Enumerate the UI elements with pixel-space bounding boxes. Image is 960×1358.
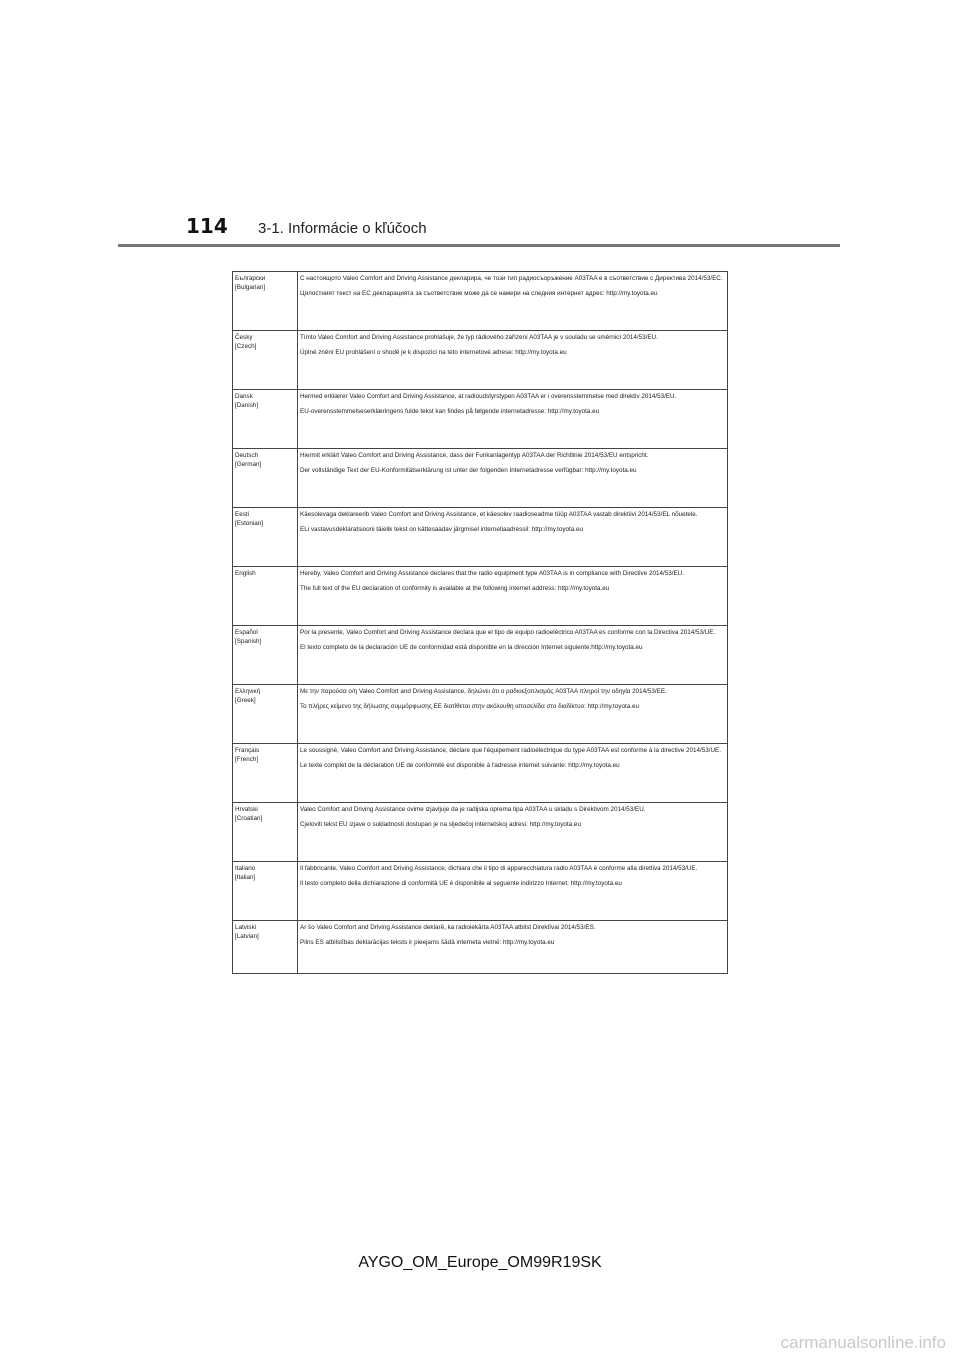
declaration-address-text: Цялостният текст на ЕС декларацията за съответствие може да се намери на следния интернет адрес: http://my.toyota.eu [300,290,658,297]
declaration-address-text: Cjeloviti tekst EU izjave o sukladnosti dostupan je na sljedećoj internetskoj adresi: http://my.toyota.eu [300,821,581,828]
declaration-text: Valeo Comfort and Driving Assistance ovime izjavljuje da je radijska oprema tipa A03TAA u skladu s Direktivom 2014/53/EU. [300,806,646,813]
section-title: 3-1. Informácie o kľúčoch [258,220,427,237]
declaration-text: Por la presente, Valeo Comfort and Driving Assistance declara que el tipo de equipo radioeléctrico A03TAA es conforme con la Directiva 2014/53/UE. [300,629,716,636]
declaration-cell [298,567,728,626]
declaration-text: Με την παρούσα ο/η Valeo Comfort and Driving Assistance, δηλώνει ότι ο ραδιοεξοπλισμός A03TAA πληροί την οδηγία 2014/53/ΕΕ. [300,688,667,695]
declaration-address-text: EU-overensstemmelseserklæringens fulde tekst kan findes på følgende internetadresse: http://my.toyota.eu [300,408,600,415]
declaration-text: Käesolevaga deklareerib Valeo Comfort and Driving Assistance, et käesolev raadioseadme tüüp A03TAA vastab direktiivi 2014/53/EL nõuetele. [300,511,698,518]
declaration-address-text: Úplné znění EU prohlášení o shodě je k dispozici na této internetové adrese: http://my.toyota.eu [300,349,567,356]
declaration-cell [298,744,728,803]
table-row [233,862,728,921]
declaration-cell [298,331,728,390]
declaration-cell [298,508,728,567]
language-cell [233,508,298,567]
language-cell [233,449,298,508]
declaration-text: Hiermit erklärt Valeo Comfort and Driving Assistance, dass der Funkanlagentyp A03TAA der Richtlinie 2014/53/EU entspricht. [300,452,649,459]
language-cell [233,567,298,626]
language-name: Česky [235,334,253,341]
declaration-cell [298,390,728,449]
declaration-text: С настоящото Valeo Comfort and Driving Assistance декларира, че този тип радиосъоръжение A03TAA е в съответствие с Директива 2014/53/ЕС. [300,275,723,282]
declaration-cell [298,921,728,974]
declaration-cell [298,449,728,508]
language-name-english: [Estonian] [235,520,264,527]
language-name-english: [Bulgarian] [235,284,266,291]
language-name-english: [German] [235,461,262,468]
declaration-address-text: El texto completo de la declaración UE de conformidad está disponible en la dirección Internet siguiente:http://my.toyota.eu [300,644,643,651]
language-name: English [235,570,256,577]
declaration-text: Hereby, Valeo Comfort and Driving Assistance declares that the radio equipment type A03TAA is in compliance with Directive 2014/53/EU. [300,570,684,577]
declaration-address-text: Le texte complet de la déclaration UE de conformité est disponible à l'adresse internet suivante: http://my.toyota.eu [300,762,620,769]
declaration-address-text: Il testo completo della dichiarazione di conformità UE è disponibile al seguente indirizzo Internet: http://my.toyota.eu [300,880,622,887]
document-id: AYGO_OM_Europe_OM99R19SK [358,1254,602,1271]
language-name: Italiano [235,865,256,872]
declaration-text: Le soussigné, Valeo Comfort and Driving Assistance, déclare que l'équipement radioélectrique du type A03TAA est conforme à la directive 2014/53/UE. [300,747,722,754]
language-cell [233,390,298,449]
declaration-cell [298,685,728,744]
language-cell [233,272,298,331]
language-cell [233,685,298,744]
language-name-english: [Greek] [235,697,256,704]
language-name: Latviski [235,924,256,931]
language-cell [233,862,298,921]
declaration-cell [298,272,728,331]
declaration-text: Tímto Valeo Comfort and Driving Assistance prohlašuje, že typ rádiového zařízení A03TAA je v souladu se směrnicí 2014/53/EU. [300,334,658,341]
language-name-english: [Croatian] [235,815,263,822]
table-row [233,803,728,862]
table-row [233,331,728,390]
table-row [233,508,728,567]
table-row [233,567,728,626]
table-row [233,626,728,685]
page-number: 114 [186,214,228,238]
declaration-cell [298,803,728,862]
declaration-address-text: Pilns ES atbilstības deklarācijas teksts ir pieejams šādā interneta vietnē: http://my.toyota.eu [300,939,555,946]
language-name-english: [Spanish] [235,638,262,645]
declaration-text: Il fabbricante, Valeo Comfort and Driving Assistance, dichiara che il tipo di apparecchiatura radio A03TAA è conforme alla direttiva 2014/53/UE. [300,865,698,872]
table-row [233,744,728,803]
language-name-english: [Czech] [235,343,257,350]
declaration-cell [298,862,728,921]
table-row [233,685,728,744]
language-name: Български [235,275,266,282]
declaration-table [232,271,728,974]
language-name: Eesti [235,511,249,518]
language-name: Français [235,747,260,754]
language-name-english: [French] [235,756,259,763]
declaration-address-text: The full text of the EU declaration of conformity is available at the following internet address: http://my.toyota.eu [300,585,610,592]
language-cell [233,331,298,390]
language-cell [233,744,298,803]
table-row [233,921,728,974]
language-name: Dansk [235,393,253,400]
table-row [233,390,728,449]
declaration-cell [298,626,728,685]
language-name: Hrvatski [235,806,258,813]
watermark: carmanualsonline.info [780,1333,946,1352]
declaration-text: Ar šo Valeo Comfort and Driving Assistance deklarē, ka radioiekārta A03TAA atbilst Direktīvai 2014/53/ES. [300,924,596,931]
table-row [233,272,728,331]
language-name: Español [235,629,258,636]
language-name-english: [Danish] [235,402,259,409]
language-cell [233,626,298,685]
table-row [233,449,728,508]
header-divider [118,244,840,247]
declaration-address-text: Der vollständige Text der EU-Konformitätserklärung ist unter der folgenden Internetadresse verfügbar: http://my.toyota.eu [300,467,637,474]
language-name-english: [Latvian] [235,933,259,940]
declaration-address-text: Το πλήρες κείμενο της δήλωσης συμμόρφωσης ΕΕ διατίθεται στην ακόλουθη ιστοσελίδα στο διαδίκτυο: http://my.toyota.eu [300,703,639,710]
language-cell [233,803,298,862]
declaration-text: Hermed erklærer Valeo Comfort and Driving Assistance, at radioudstyrstypen A03TAA er i overensstemmelse med direktiv 2014/53/EU. [300,393,677,400]
language-name-english: [Italian] [235,874,256,881]
declaration-address-text: ELi vastavusdeklaratsiooni täielik tekst on kättesaadav järgmisel internetiaadressil: http://my.toyota.eu [300,526,584,533]
language-name: Deutsch [235,452,259,459]
language-name: Ελληνική [235,688,261,695]
language-cell [233,921,298,974]
